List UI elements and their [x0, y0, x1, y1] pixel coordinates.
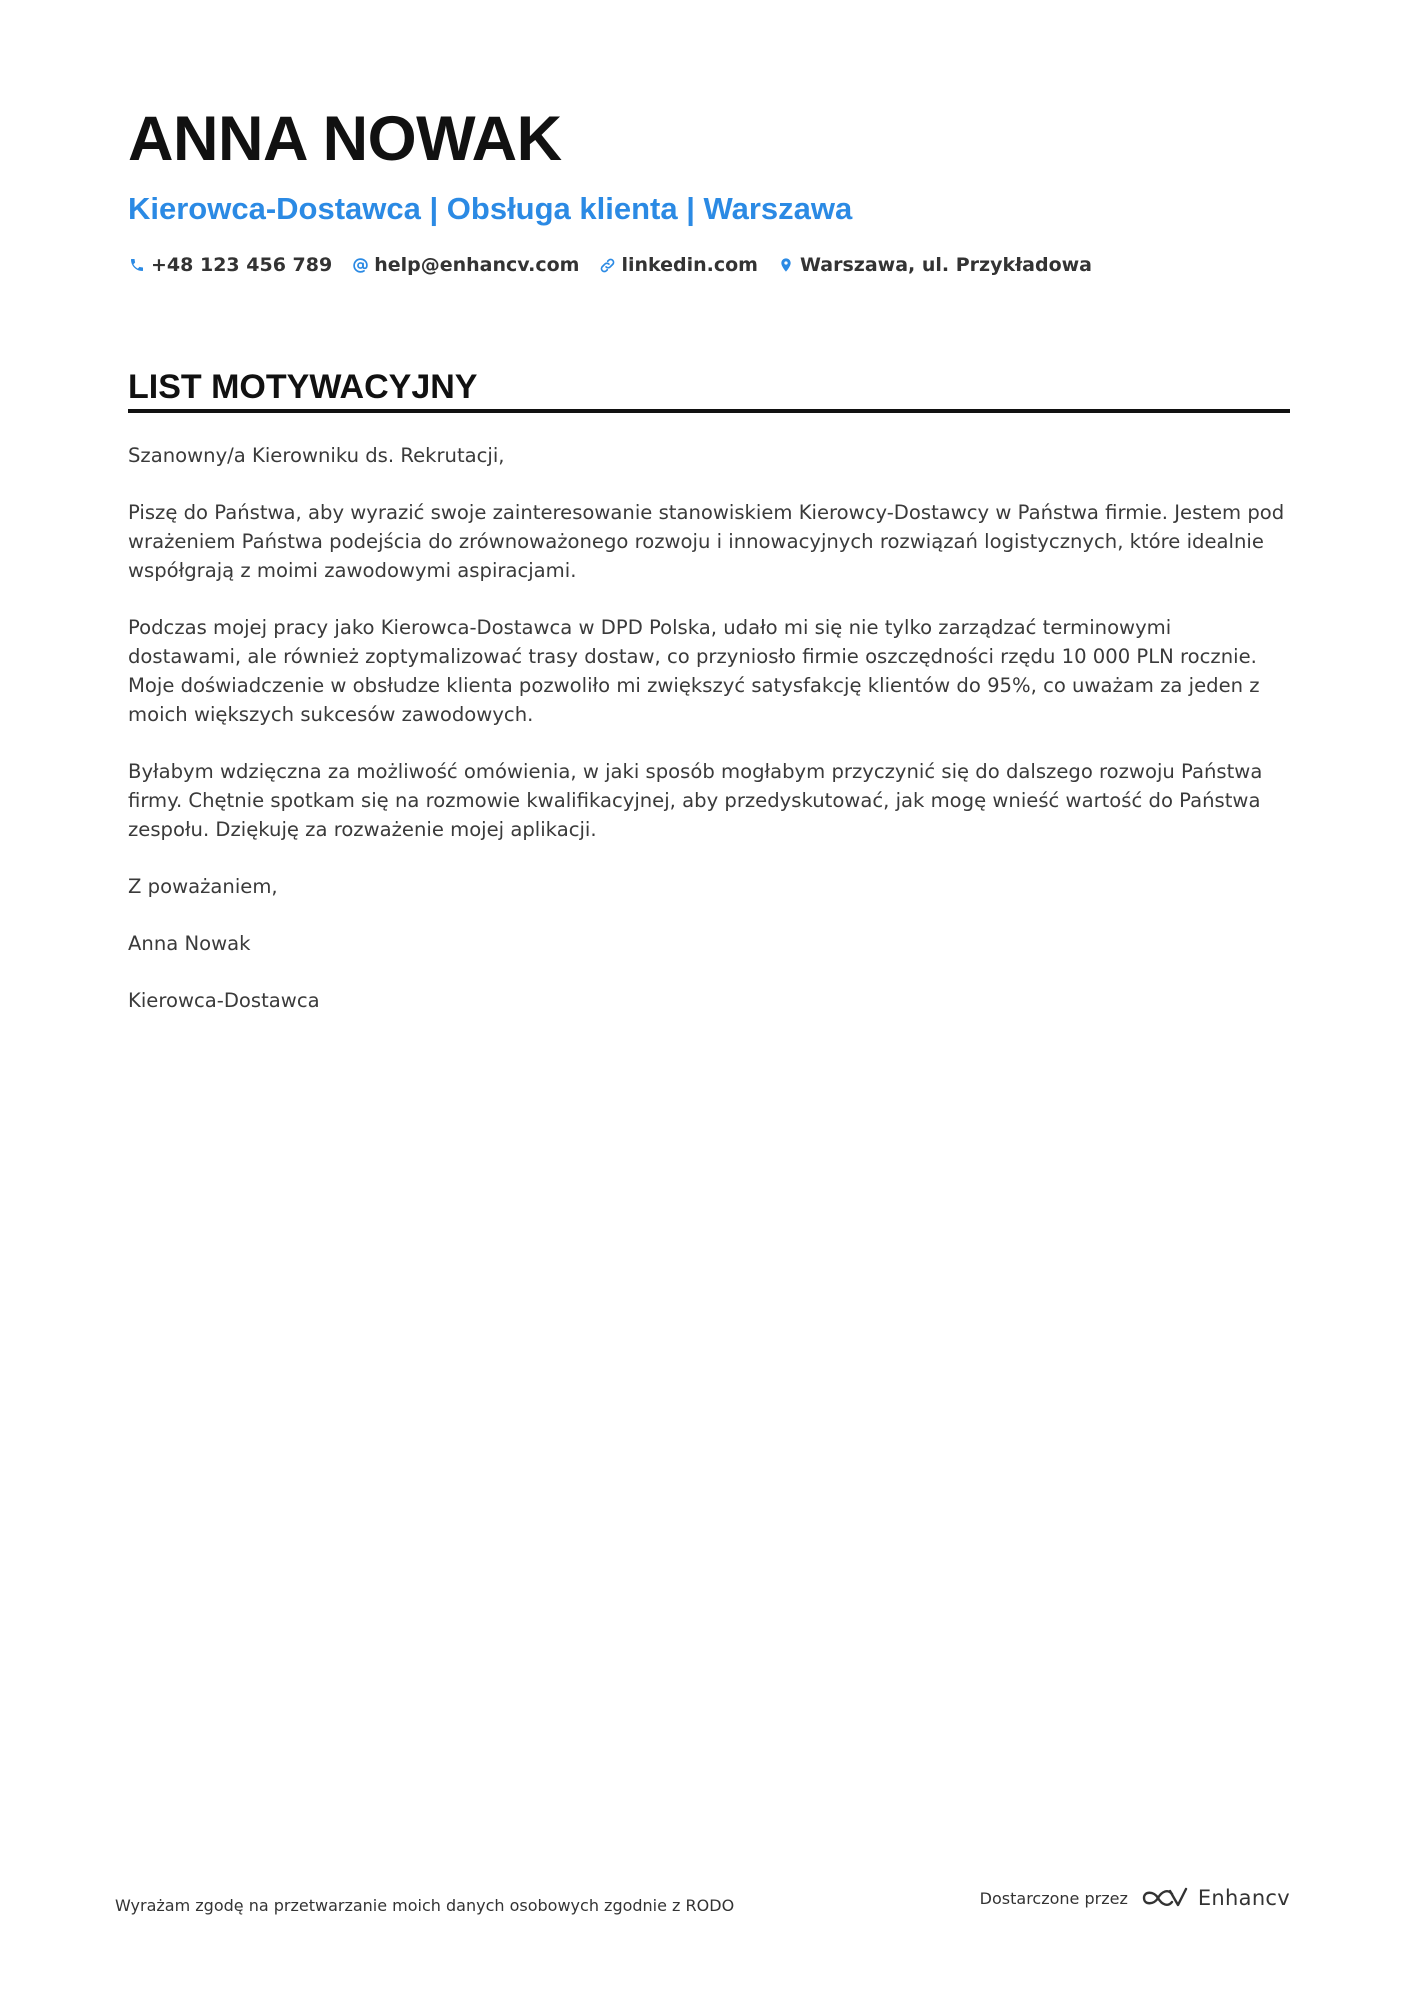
- link-icon: [598, 256, 616, 274]
- contact-bar: [128, 254, 1111, 276]
- footer-powered-by: Dostarczone przez: [979, 1888, 1128, 1908]
- contact-email[interactable]: [351, 254, 579, 276]
- contact-email-text: help@enhancv.com: [374, 254, 580, 276]
- contact-phone[interactable]: [128, 254, 332, 276]
- section-title: LIST MOTYWACYJNY: [128, 368, 478, 406]
- letter-signature-title: Kierowca-Dostawca: [128, 989, 320, 1012]
- letter-closing: Z poważaniem,: [128, 875, 278, 898]
- letter-paragraph-3: Byłabym wdzięczna za możliwość omówienia, w jaki sposób mogłabym przyczynić się do dalszego rozwoju Państwa firmy. Chętnie spotkam się na rozmowie kwalifikacyjnej, aby przedyskutować, jak mogę wnieść wartość do Państwa zespołu. Dziękuję za rozważenie mojej aplikacji.: [128, 760, 1263, 841]
- footer-branding[interactable]: [980, 1885, 1290, 1911]
- enhancv-logo-icon: [1140, 1885, 1188, 1911]
- footer-consent: Wyrażam zgodę na przetwarzanie moich danych osobowych zgodnie z RODO: [115, 1896, 735, 1915]
- location-pin-icon: [777, 256, 795, 274]
- letter-paragraph-2: Podczas mojej pracy jako Kierowca-Dostawca w DPD Polska, udało mi się nie tylko zarządzać terminowymi dostawami, ale również zoptymalizować trasy dostaw, co przyniosło firmie oszczędności rzędu 10 000 PLN rocznie. Moje doświadczenie w obsłudze klienta pozwoliło mi zwiększyć satysfakcję klientów do 95%, co uważam za jeden z moich większych sukcesów zawodowych.: [128, 616, 1260, 726]
- contact-location-text: Warszawa, ul. Przykładowa: [799, 254, 1092, 276]
- contact-location: [777, 254, 1092, 276]
- contact-linkedin-text: linkedin.com: [621, 254, 758, 276]
- letter-signature-name: Anna Nowak: [128, 932, 251, 955]
- candidate-name: ANNA NOWAK: [128, 104, 562, 174]
- contact-phone-text: +48 123 456 789: [151, 254, 333, 276]
- at-icon: [351, 256, 369, 274]
- phone-icon: [128, 256, 146, 274]
- contact-linkedin[interactable]: [598, 254, 758, 276]
- letter-body: [128, 441, 1290, 1043]
- letter-paragraph-1: Piszę do Państwa, aby wyrazić swoje zainteresowanie stanowiskiem Kierowcy-Dostawcy w Państwa firmie. Jestem pod wrażeniem Państwa podejścia do zrównoważonego rozwoju i innowacyjnych rozwiązań logistycznych, które idealnie współgrają z moimi zawodowymi aspiracjami.: [128, 501, 1285, 582]
- letter-salutation: Szanowny/a Kierowniku ds. Rekrutacji,: [128, 444, 505, 467]
- candidate-headline: Kierowca-Dostawca | Obsługa klienta | Warszawa: [128, 191, 853, 226]
- section-divider: [128, 409, 1290, 413]
- footer-brand-name: Enhancv: [1197, 1886, 1290, 1910]
